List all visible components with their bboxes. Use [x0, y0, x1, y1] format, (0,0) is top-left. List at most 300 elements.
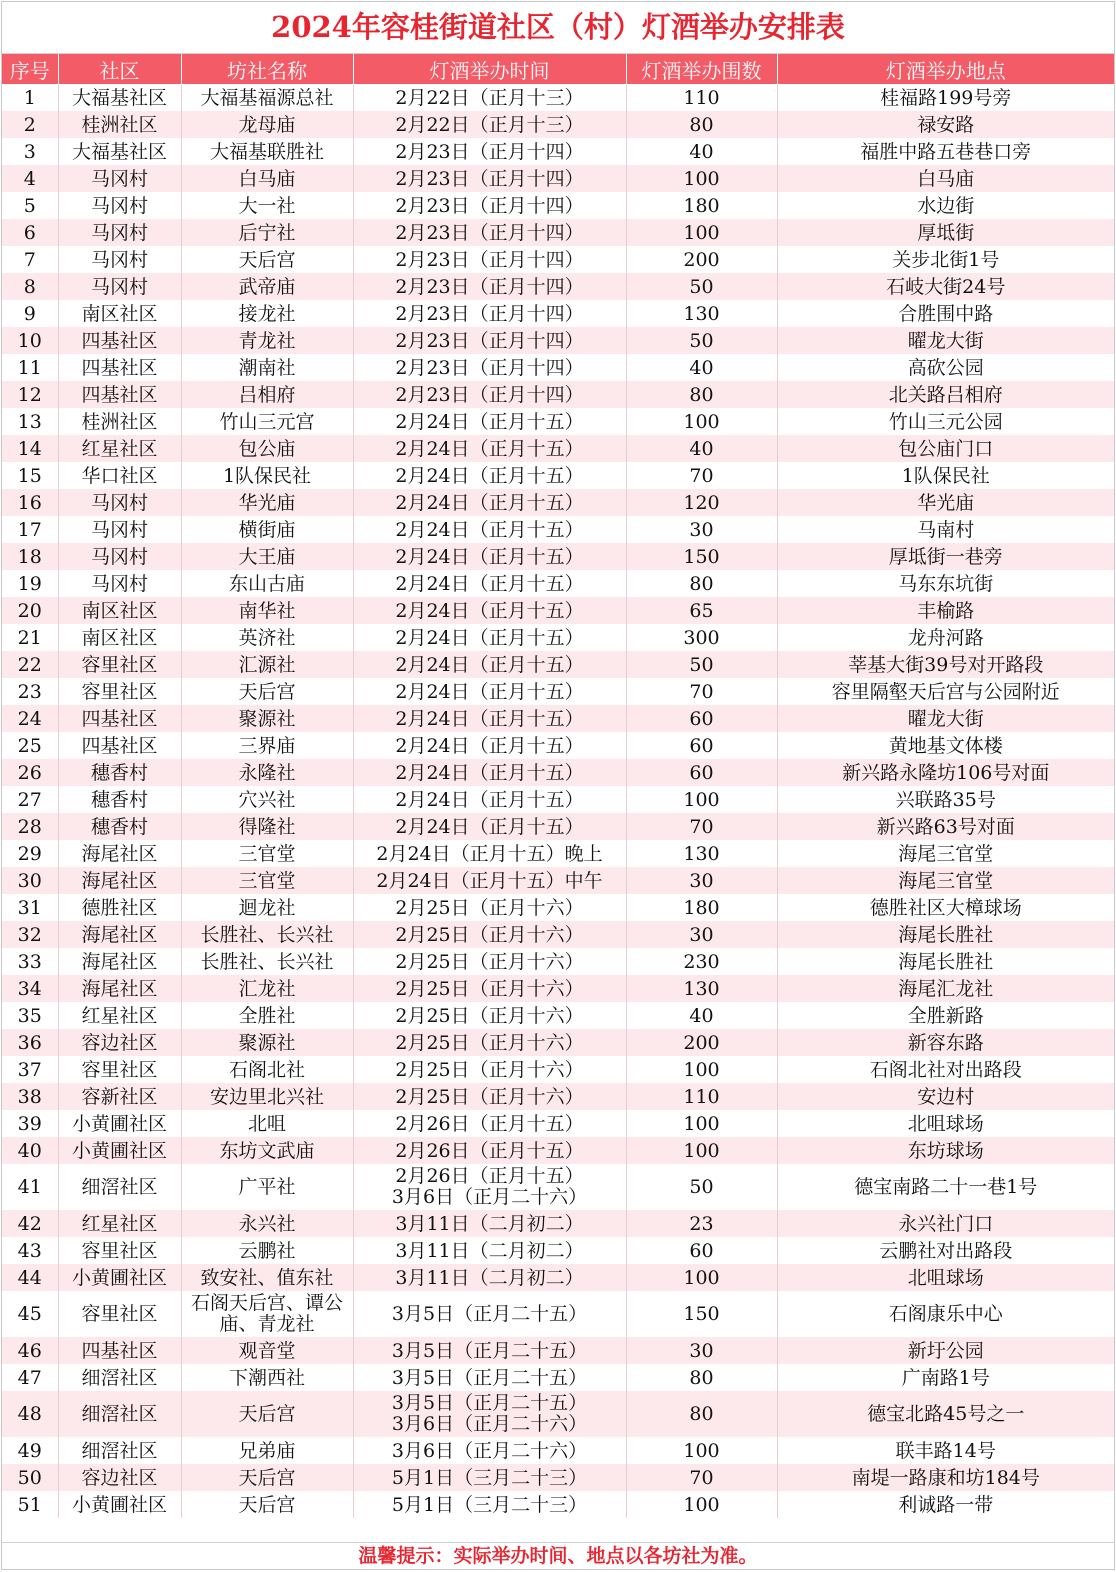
cell-time: 2月24日（正月十五）: [353, 786, 626, 813]
cell-association: 1队保民社: [181, 462, 353, 489]
cell-location: 厚坻街一巷旁: [777, 543, 1114, 570]
cell-location: 桂福路199号旁: [777, 84, 1114, 111]
cell-tables: 80: [626, 1391, 777, 1437]
cell-association: 观音堂: [181, 1337, 353, 1364]
cell-location: 1队保民社: [777, 462, 1114, 489]
cell-association: 天后宫: [181, 1464, 353, 1491]
cell-community: 小黄圃社区: [58, 1137, 181, 1164]
cell-association: 英济社: [181, 624, 353, 651]
cell-association: 聚源社: [181, 1029, 353, 1056]
cell-time: 2月23日（正月十四）: [353, 138, 626, 165]
cell-tables: 40: [626, 138, 777, 165]
cell-index: 29: [2, 840, 58, 867]
cell-index: 39: [2, 1110, 58, 1137]
cell-tables: 60: [626, 705, 777, 732]
cell-tables: 130: [626, 840, 777, 867]
cell-time: 2月22日（正月十三）: [353, 84, 626, 111]
cell-community: 马冈村: [58, 165, 181, 192]
cell-index: 18: [2, 543, 58, 570]
cell-community: 小黄圃社区: [58, 1264, 181, 1291]
table-row: [2, 381, 1114, 408]
cell-location: 莘基大街39号对开路段: [777, 651, 1114, 678]
cell-tables: 100: [626, 219, 777, 246]
cell-location: 云鹏社对出路段: [777, 1237, 1114, 1264]
cell-community: 容里社区: [58, 1056, 181, 1083]
cell-tables: 200: [626, 246, 777, 273]
cell-index: 3: [2, 138, 58, 165]
cell-index: 10: [2, 327, 58, 354]
cell-location: 白马庙: [777, 165, 1114, 192]
cell-time: 3月5日（正月二十五） 3月6日（正月二十六）: [353, 1391, 626, 1437]
cell-location: 广南路1号: [777, 1364, 1114, 1391]
cell-location: 曜龙大街: [777, 705, 1114, 732]
cell-time: 2月25日（正月十六）: [353, 1056, 626, 1083]
cell-location: 竹山三元公园: [777, 408, 1114, 435]
cell-time: 2月24日（正月十五）: [353, 732, 626, 759]
cell-association: 武帝庙: [181, 273, 353, 300]
cell-index: 40: [2, 1137, 58, 1164]
table-row: [2, 1029, 1114, 1056]
cell-time: 2月23日（正月十四）: [353, 381, 626, 408]
cell-location: 北咀球场: [777, 1110, 1114, 1137]
cell-index: 5: [2, 192, 58, 219]
cell-index: 32: [2, 921, 58, 948]
cell-tables: 40: [626, 354, 777, 381]
cell-association: 致安社、值东社: [181, 1264, 353, 1291]
cell-location: 龙舟河路: [777, 624, 1114, 651]
cell-index: 16: [2, 489, 58, 516]
cell-tables: 40: [626, 435, 777, 462]
cell-community: 四基社区: [58, 381, 181, 408]
cell-community: 细滘社区: [58, 1364, 181, 1391]
cell-community: 四基社区: [58, 354, 181, 381]
cell-community: 海尾社区: [58, 840, 181, 867]
cell-time: 3月5日（正月二十五）: [353, 1291, 626, 1337]
cell-location: 海尾三官堂: [777, 867, 1114, 894]
cell-tables: 100: [626, 786, 777, 813]
table-row: [2, 732, 1114, 759]
cell-index: 42: [2, 1210, 58, 1237]
cell-location: 新兴路63号对面: [777, 813, 1114, 840]
cell-community: 德胜社区: [58, 894, 181, 921]
cell-tables: 180: [626, 192, 777, 219]
cell-tables: 100: [626, 1437, 777, 1464]
cell-time: 2月24日（正月十五）: [353, 570, 626, 597]
cell-index: 28: [2, 813, 58, 840]
cell-time: 2月23日（正月十四）: [353, 300, 626, 327]
cell-association: 东坊文武庙: [181, 1137, 353, 1164]
table-row: [2, 867, 1114, 894]
cell-association: 长胜社、长兴社: [181, 921, 353, 948]
cell-time: 2月25日（正月十六）: [353, 894, 626, 921]
cell-tables: 80: [626, 381, 777, 408]
cell-community: 细滘社区: [58, 1391, 181, 1437]
cell-index: 30: [2, 867, 58, 894]
cell-index: 21: [2, 624, 58, 651]
cell-tables: 100: [626, 1056, 777, 1083]
cell-community: 马冈村: [58, 192, 181, 219]
cell-index: 50: [2, 1464, 58, 1491]
cell-tables: 100: [626, 165, 777, 192]
cell-community: 穗香村: [58, 813, 181, 840]
cell-index: 6: [2, 219, 58, 246]
table-row: [2, 354, 1114, 381]
cell-index: 49: [2, 1437, 58, 1464]
cell-tables: 50: [626, 327, 777, 354]
cell-tables: 50: [626, 273, 777, 300]
cell-index: 48: [2, 1391, 58, 1437]
cell-community: 红星社区: [58, 1210, 181, 1237]
cell-time: 2月24日（正月十五）: [353, 489, 626, 516]
cell-community: 细滘社区: [58, 1164, 181, 1210]
table-row: [2, 1137, 1114, 1164]
cell-location: 石阁康乐中心: [777, 1291, 1114, 1337]
cell-location: 禄安路: [777, 111, 1114, 138]
cell-community: 容边社区: [58, 1029, 181, 1056]
cell-location: 南堤一路康和坊184号: [777, 1464, 1114, 1491]
cell-index: 8: [2, 273, 58, 300]
cell-index: 26: [2, 759, 58, 786]
table-row: [2, 1437, 1114, 1464]
table-row: [2, 1002, 1114, 1029]
cell-index: 38: [2, 1083, 58, 1110]
cell-tables: 100: [626, 1491, 777, 1518]
cell-index: 9: [2, 300, 58, 327]
table-row: [2, 1056, 1114, 1083]
table-row: [2, 813, 1114, 840]
cell-time: 2月24日（正月十五）: [353, 597, 626, 624]
cell-index: 36: [2, 1029, 58, 1056]
cell-location: 厚坻街: [777, 219, 1114, 246]
cell-tables: 50: [626, 1164, 777, 1210]
cell-time: 2月26日（正月十五）: [353, 1110, 626, 1137]
cell-index: 41: [2, 1164, 58, 1210]
cell-community: 四基社区: [58, 1337, 181, 1364]
table-row: [2, 111, 1114, 138]
cell-time: 2月26日（正月十五） 3月6日（正月二十六）: [353, 1164, 626, 1210]
schedule-table: [2, 54, 1114, 1518]
cell-association: 三官堂: [181, 867, 353, 894]
cell-time: 2月25日（正月十六）: [353, 975, 626, 1002]
cell-location: 新圩公园: [777, 1337, 1114, 1364]
cell-community: 马冈村: [58, 570, 181, 597]
table-row: [2, 678, 1114, 705]
cell-association: 青龙社: [181, 327, 353, 354]
cell-time: 2月25日（正月十六）: [353, 921, 626, 948]
table-row: [2, 543, 1114, 570]
table-row: [2, 948, 1114, 975]
cell-association: 全胜社: [181, 1002, 353, 1029]
cell-location: 永兴社门口: [777, 1210, 1114, 1237]
cell-tables: 100: [626, 408, 777, 435]
cell-time: 2月25日（正月十六）: [353, 1029, 626, 1056]
table-row: [2, 1210, 1114, 1237]
cell-tables: 80: [626, 1364, 777, 1391]
table-row: [2, 219, 1114, 246]
cell-location: 曜龙大街: [777, 327, 1114, 354]
cell-tables: 60: [626, 1237, 777, 1264]
cell-location: 北咀球场: [777, 1264, 1114, 1291]
cell-association: 吕相府: [181, 381, 353, 408]
cell-tables: 60: [626, 759, 777, 786]
cell-time: 2月25日（正月十六）: [353, 948, 626, 975]
cell-community: 大福基社区: [58, 84, 181, 111]
footer-note: 温馨提示：实际举办时间、地点以各坊社为准。: [2, 1542, 1114, 1569]
cell-association: 天后宫: [181, 1391, 353, 1437]
cell-time: 2月23日（正月十四）: [353, 192, 626, 219]
cell-association: 天后宫: [181, 246, 353, 273]
cell-tables: 30: [626, 921, 777, 948]
cell-index: 2: [2, 111, 58, 138]
cell-location: 全胜新路: [777, 1002, 1114, 1029]
cell-association: 华光庙: [181, 489, 353, 516]
table-row: [2, 1110, 1114, 1137]
cell-index: 33: [2, 948, 58, 975]
cell-time: 3月5日（正月二十五）: [353, 1364, 626, 1391]
cell-index: 1: [2, 84, 58, 111]
cell-association: 白马庙: [181, 165, 353, 192]
cell-tables: 200: [626, 1029, 777, 1056]
table-row: [2, 327, 1114, 354]
cell-index: 35: [2, 1002, 58, 1029]
table-row: [2, 1083, 1114, 1110]
cell-community: 容里社区: [58, 1291, 181, 1337]
cell-tables: 100: [626, 1137, 777, 1164]
cell-location: 关步北街1号: [777, 246, 1114, 273]
cell-community: 四基社区: [58, 327, 181, 354]
cell-index: 44: [2, 1264, 58, 1291]
cell-index: 43: [2, 1237, 58, 1264]
table-row: [2, 1291, 1114, 1337]
cell-association: 大福基福源总社: [181, 84, 353, 111]
cell-community: 马冈村: [58, 246, 181, 273]
cell-index: 19: [2, 570, 58, 597]
cell-location: 德宝北路45号之一: [777, 1391, 1114, 1437]
cell-community: 海尾社区: [58, 948, 181, 975]
cell-location: 德宝南路二十一巷1号: [777, 1164, 1114, 1210]
cell-tables: 23: [626, 1210, 777, 1237]
cell-index: 51: [2, 1491, 58, 1518]
cell-tables: 70: [626, 813, 777, 840]
column-header-time: 灯酒举办时间: [353, 54, 626, 84]
cell-location: 高砍公园: [777, 354, 1114, 381]
cell-tables: 60: [626, 732, 777, 759]
cell-index: 12: [2, 381, 58, 408]
cell-community: 马冈村: [58, 516, 181, 543]
cell-index: 24: [2, 705, 58, 732]
column-header-index: 序号: [2, 54, 58, 84]
cell-community: 华口社区: [58, 462, 181, 489]
cell-location: 利诚路一带: [777, 1491, 1114, 1518]
cell-index: 31: [2, 894, 58, 921]
cell-tables: 80: [626, 570, 777, 597]
cell-community: 小黄圃社区: [58, 1491, 181, 1518]
cell-community: 大福基社区: [58, 138, 181, 165]
cell-tables: 110: [626, 1083, 777, 1110]
cell-association: 永兴社: [181, 1210, 353, 1237]
table-row: [2, 192, 1114, 219]
cell-tables: 130: [626, 975, 777, 1002]
cell-location: 联丰路14号: [777, 1437, 1114, 1464]
cell-location: 水边街: [777, 192, 1114, 219]
cell-time: 2月25日（正月十六）: [353, 1002, 626, 1029]
cell-association: 长胜社、长兴社: [181, 948, 353, 975]
table-row: [2, 165, 1114, 192]
cell-community: 南区社区: [58, 624, 181, 651]
cell-index: 34: [2, 975, 58, 1002]
cell-community: 容新社区: [58, 1083, 181, 1110]
table-row: [2, 624, 1114, 651]
cell-index: 7: [2, 246, 58, 273]
cell-tables: 40: [626, 1002, 777, 1029]
cell-index: 17: [2, 516, 58, 543]
cell-time: 2月24日（正月十五）: [353, 516, 626, 543]
cell-association: 潮南社: [181, 354, 353, 381]
cell-index: 47: [2, 1364, 58, 1391]
cell-location: 包公庙门口: [777, 435, 1114, 462]
cell-tables: 130: [626, 300, 777, 327]
column-header-location: 灯酒举办地点: [777, 54, 1114, 84]
cell-community: 马冈村: [58, 543, 181, 570]
cell-index: 11: [2, 354, 58, 381]
table-row: [2, 1464, 1114, 1491]
cell-association: 包公庙: [181, 435, 353, 462]
column-header-association: 坊社名称: [181, 54, 353, 84]
cell-location: 海尾汇龙社: [777, 975, 1114, 1002]
cell-tables: 30: [626, 867, 777, 894]
cell-community: 桂洲社区: [58, 408, 181, 435]
cell-association: 迴龙社: [181, 894, 353, 921]
table-body: [2, 84, 1114, 1518]
table-row: [2, 138, 1114, 165]
cell-index: 13: [2, 408, 58, 435]
table-row: [2, 705, 1114, 732]
cell-association: 石阁北社: [181, 1056, 353, 1083]
table-row: [2, 489, 1114, 516]
cell-time: 2月24日（正月十五）: [353, 408, 626, 435]
cell-time: 2月25日（正月十六）: [353, 1083, 626, 1110]
cell-association: 穴兴社: [181, 786, 353, 813]
cell-location: 新容东路: [777, 1029, 1114, 1056]
cell-tables: 30: [626, 1337, 777, 1364]
cell-location: 北关路吕相府: [777, 381, 1114, 408]
cell-community: 马冈村: [58, 273, 181, 300]
cell-association: 云鹏社: [181, 1237, 353, 1264]
cell-association: 石阁天后宫、谭公庙、青龙社: [181, 1291, 353, 1337]
cell-time: 2月24日（正月十五）: [353, 624, 626, 651]
cell-association: 安边里北兴社: [181, 1083, 353, 1110]
table-row: [2, 1237, 1114, 1264]
cell-tables: 70: [626, 462, 777, 489]
table-row: [2, 1264, 1114, 1291]
cell-tables: 80: [626, 111, 777, 138]
cell-community: 细滘社区: [58, 1437, 181, 1464]
cell-location: 福胜中路五巷巷口旁: [777, 138, 1114, 165]
cell-community: 四基社区: [58, 705, 181, 732]
cell-location: 东坊球场: [777, 1137, 1114, 1164]
table-row: [2, 435, 1114, 462]
cell-association: 天后宫: [181, 1491, 353, 1518]
table-row: [2, 84, 1114, 111]
cell-index: 37: [2, 1056, 58, 1083]
cell-association: 北咀: [181, 1110, 353, 1137]
cell-association: 广平社: [181, 1164, 353, 1210]
cell-community: 马冈村: [58, 219, 181, 246]
cell-association: 下潮西社: [181, 1364, 353, 1391]
table-row: [2, 246, 1114, 273]
cell-association: 天后宫: [181, 678, 353, 705]
cell-community: 南区社区: [58, 597, 181, 624]
cell-association: 东山古庙: [181, 570, 353, 597]
table-row: [2, 273, 1114, 300]
cell-tables: 180: [626, 894, 777, 921]
header-row: [2, 54, 1114, 84]
cell-time: 2月23日（正月十四）: [353, 354, 626, 381]
table-row: [2, 975, 1114, 1002]
cell-tables: 65: [626, 597, 777, 624]
cell-location: 丰榆路: [777, 597, 1114, 624]
cell-time: 2月24日（正月十五）: [353, 678, 626, 705]
cell-time: 2月23日（正月十四）: [353, 246, 626, 273]
cell-community: 容里社区: [58, 678, 181, 705]
cell-association: 横街庙: [181, 516, 353, 543]
cell-time: 2月23日（正月十四）: [353, 165, 626, 192]
cell-community: 红星社区: [58, 1002, 181, 1029]
cell-association: 大一社: [181, 192, 353, 219]
cell-community: 海尾社区: [58, 921, 181, 948]
cell-community: 红星社区: [58, 435, 181, 462]
table-row: [2, 1491, 1114, 1518]
cell-association: 汇龙社: [181, 975, 353, 1002]
cell-tables: 50: [626, 651, 777, 678]
table-row: [2, 786, 1114, 813]
cell-community: 海尾社区: [58, 975, 181, 1002]
cell-association: 大王庙: [181, 543, 353, 570]
table-row: [2, 1164, 1114, 1210]
table-row: [2, 408, 1114, 435]
cell-index: 20: [2, 597, 58, 624]
cell-index: 15: [2, 462, 58, 489]
cell-time: 2月24日（正月十五）: [353, 813, 626, 840]
cell-location: 合胜围中路: [777, 300, 1114, 327]
cell-location: 石阁北社对出路段: [777, 1056, 1114, 1083]
column-header-community: 社区: [58, 54, 181, 84]
table-row: [2, 1337, 1114, 1364]
cell-location: 马南村: [777, 516, 1114, 543]
cell-association: 聚源社: [181, 705, 353, 732]
cell-location: 马东东坑街: [777, 570, 1114, 597]
cell-tables: 70: [626, 678, 777, 705]
cell-tables: 100: [626, 1110, 777, 1137]
table-row: [2, 921, 1114, 948]
cell-location: 石岐大街24号: [777, 273, 1114, 300]
cell-location: 华光庙: [777, 489, 1114, 516]
table-row: [2, 759, 1114, 786]
table-row: [2, 894, 1114, 921]
cell-time: 2月23日（正月十四）: [353, 273, 626, 300]
cell-location: 海尾长胜社: [777, 948, 1114, 975]
cell-time: 5月1日（三月二十三）: [353, 1491, 626, 1518]
cell-association: 三界庙: [181, 732, 353, 759]
cell-community: 容里社区: [58, 651, 181, 678]
table-row: [2, 300, 1114, 327]
cell-location: 安边村: [777, 1083, 1114, 1110]
cell-association: 南华社: [181, 597, 353, 624]
cell-location: 容里隔壑天后宫与公园附近: [777, 678, 1114, 705]
cell-index: 22: [2, 651, 58, 678]
cell-time: 3月6日（正月二十六）: [353, 1437, 626, 1464]
cell-time: 2月26日（正月十五）: [353, 1137, 626, 1164]
